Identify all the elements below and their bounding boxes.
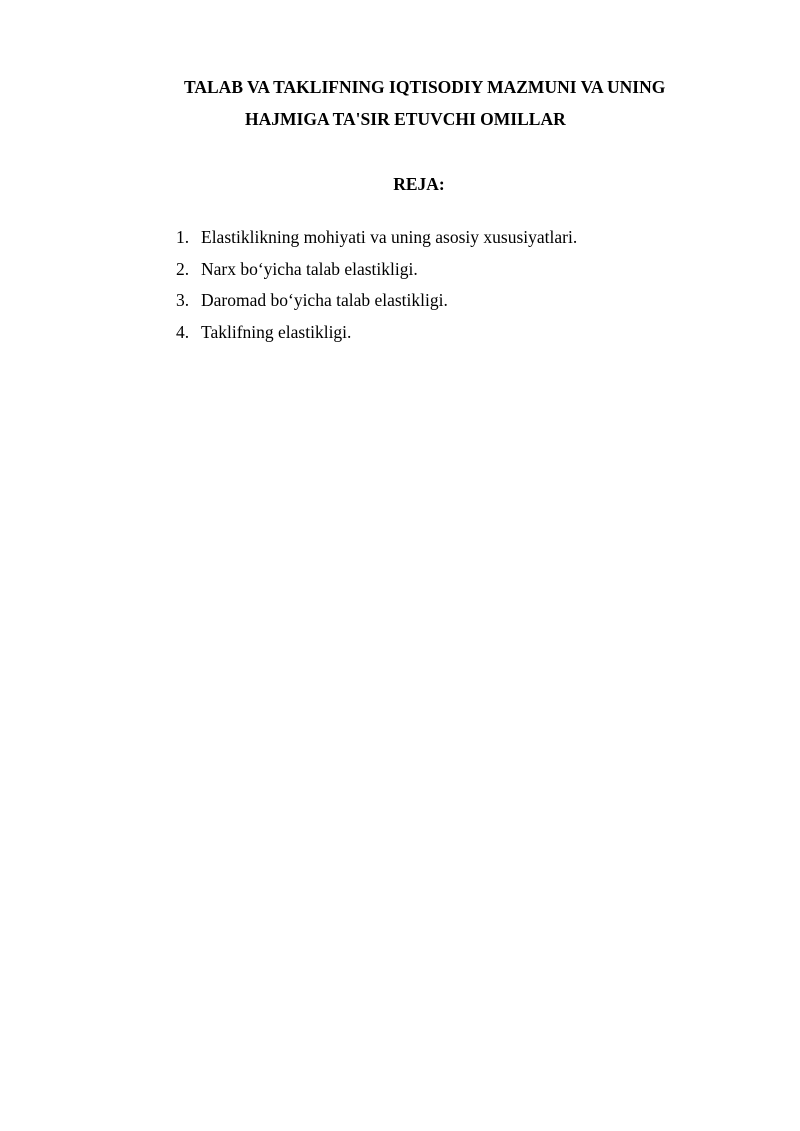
plan-item-number: 2. xyxy=(176,258,190,279)
plan-item-3 xyxy=(176,290,577,322)
plan-item-number: 1. xyxy=(176,227,190,247)
plan-item-text: Narx bo‘yicha talab elastikligi. xyxy=(201,258,418,279)
document-title-line-2: HAJMIGA TA'SIR ETUVCHI OMILLAR xyxy=(245,109,566,129)
plan-item-text: Taklifning elastikligi. xyxy=(201,321,352,342)
plan-item-text: Daromad bo‘yicha talab elastikligi. xyxy=(201,290,448,310)
plan-heading: REJA: xyxy=(393,174,445,194)
plan-item-1 xyxy=(176,227,577,259)
document-title-line-1: TALAB VA TAKLIFNING IQTISODIY MAZMUNI VA UNING xyxy=(184,77,666,97)
plan-item-number: 3. xyxy=(176,290,190,310)
plan-item-text: Elastiklikning mohiyati va uning asosiy xususiyatlari. xyxy=(201,227,578,247)
plan-item-4 xyxy=(176,322,577,354)
plan-list xyxy=(176,227,577,353)
plan-item-number: 4. xyxy=(176,321,190,342)
plan-item-2 xyxy=(176,259,577,291)
